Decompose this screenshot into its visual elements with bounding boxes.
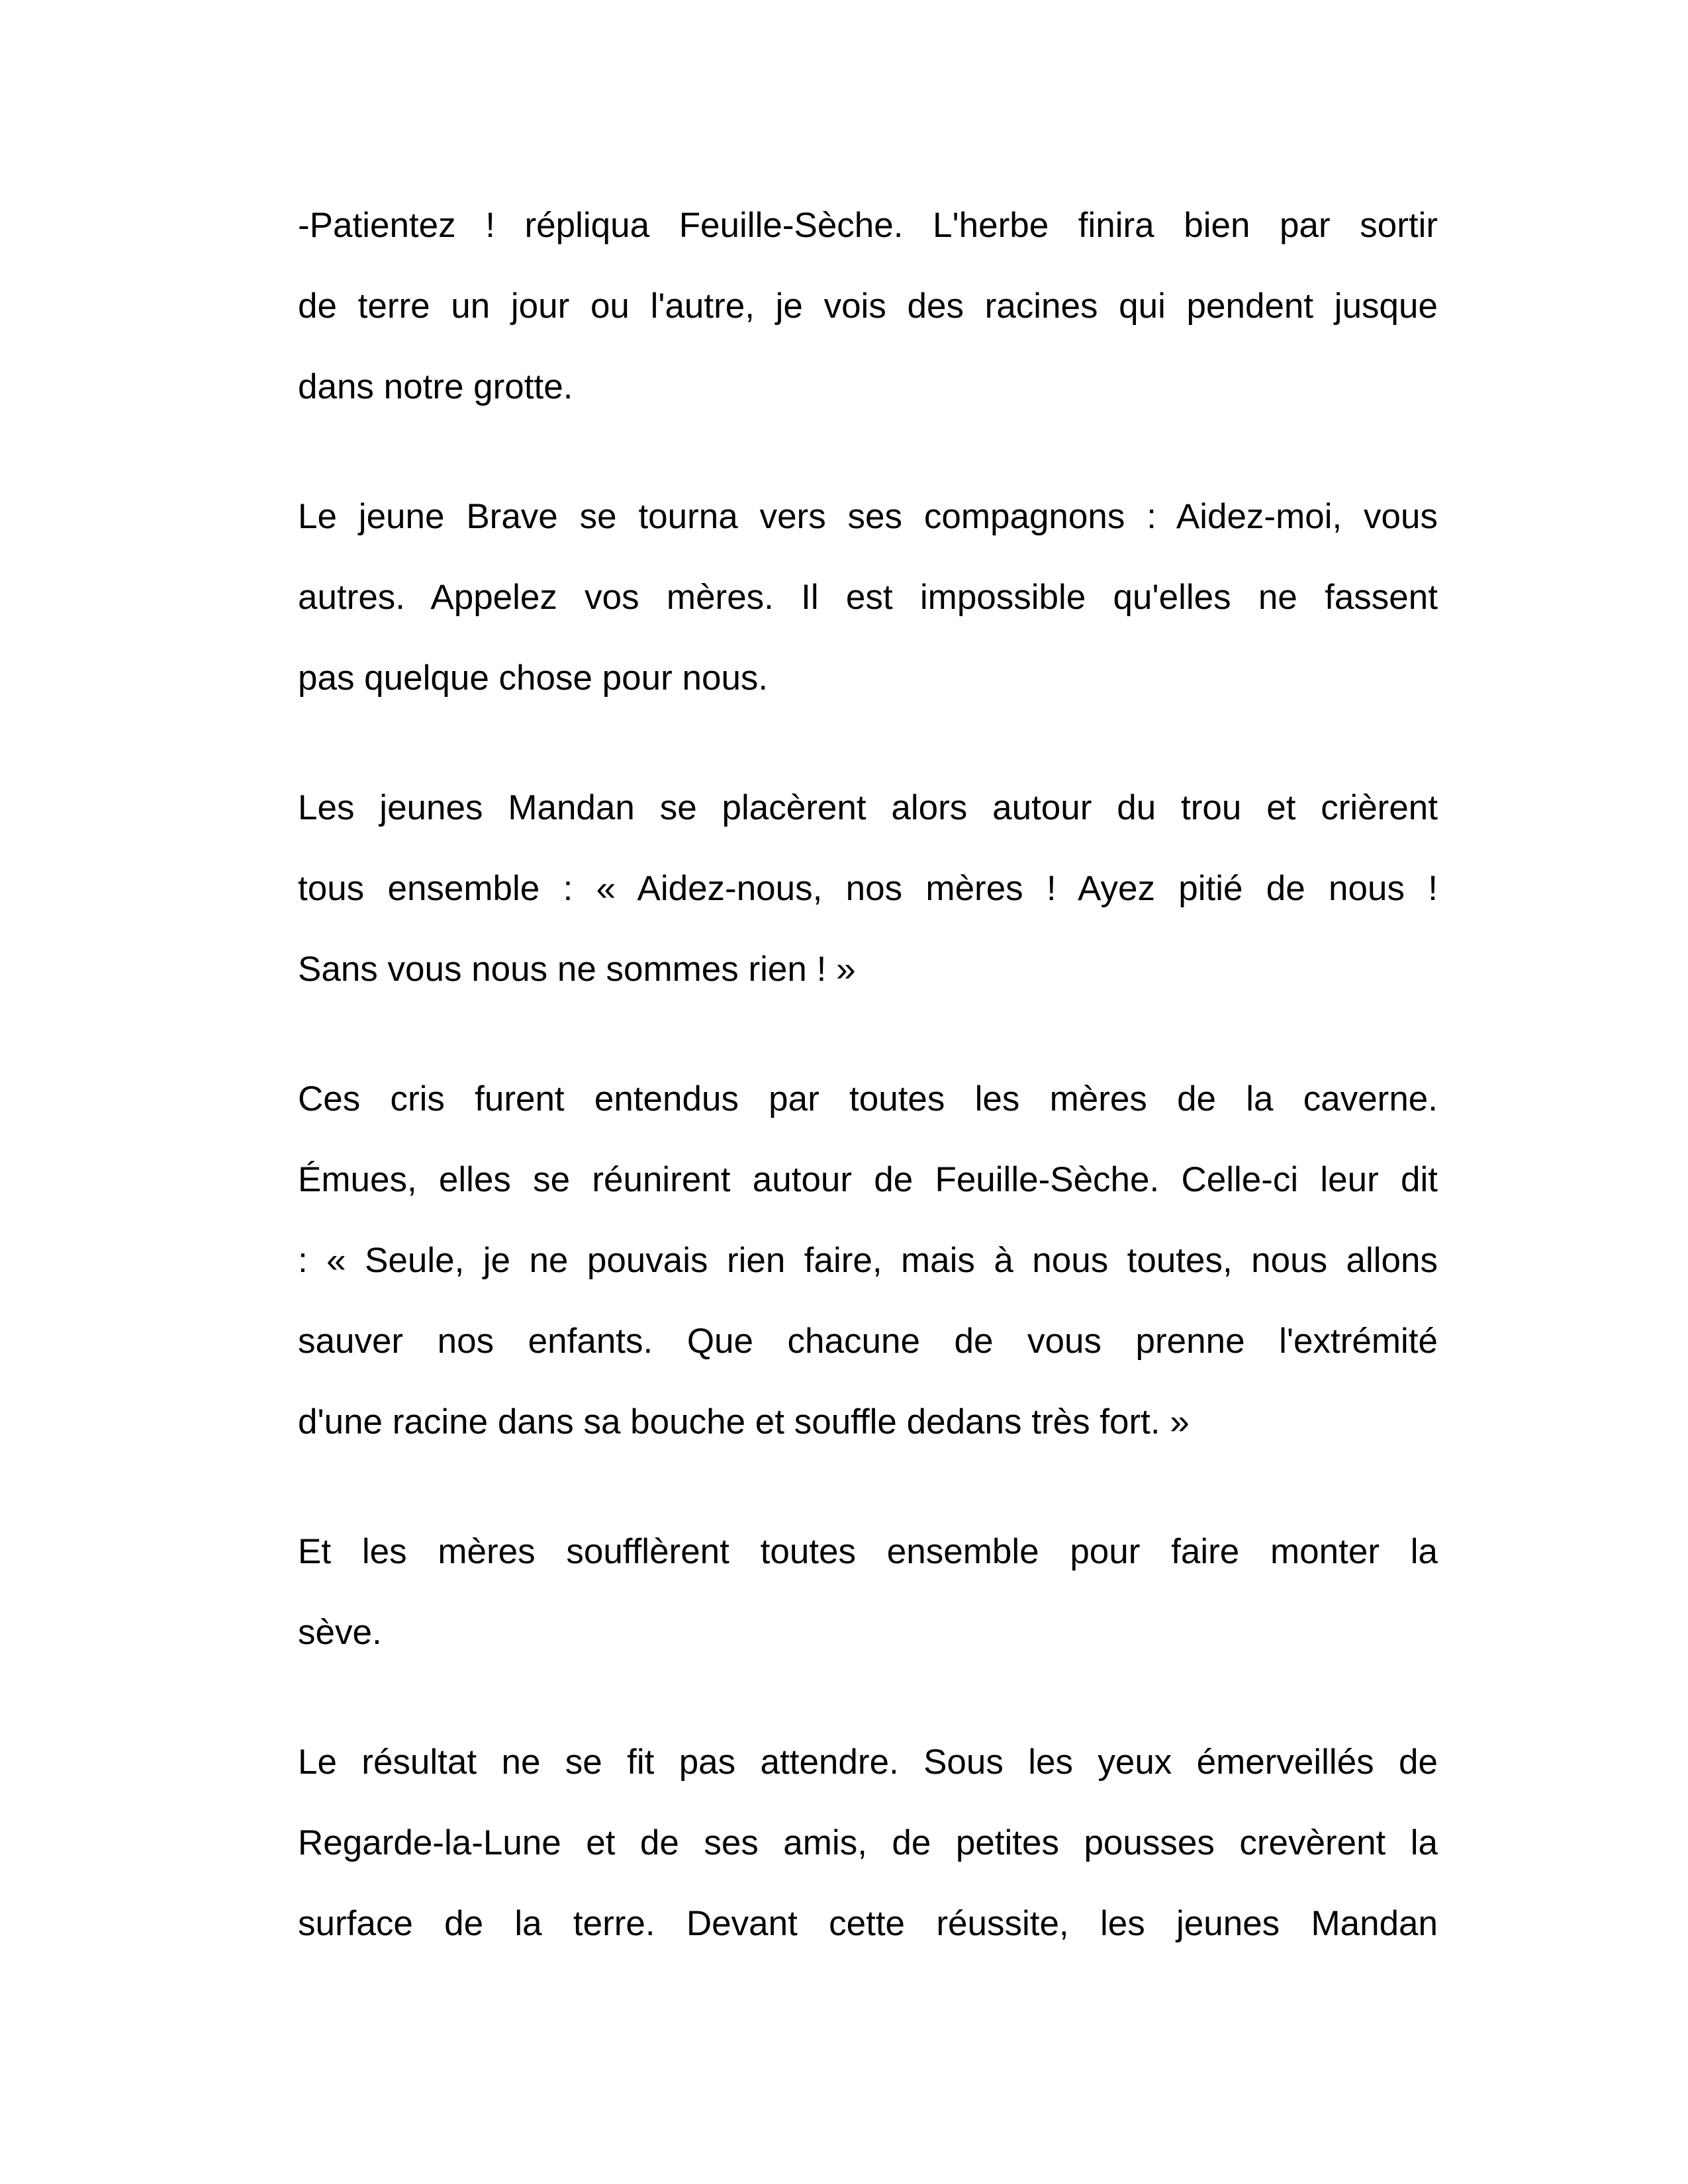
text-line: Le jeune Brave se tourna vers ses compagnons : Aidez-moi, vous <box>298 497 1438 536</box>
text-line: Regarde-la-Lune et de ses amis, de petites pousses crevèrent la <box>298 1823 1438 1862</box>
text-line: pas quelque chose pour nous. <box>298 659 769 698</box>
text-line: tous ensemble : « Aidez-nous, nos mères ! Ayez pitié de nous ! <box>298 869 1438 908</box>
paragraph <box>298 1722 1438 1964</box>
paragraph <box>298 1512 1438 1673</box>
text-line: autres. Appelez vos mères. Il est impossible qu'elles ne fassent <box>298 578 1438 617</box>
text-line: de terre un jour ou l'autre, je vois des racines qui pendent jusque <box>298 287 1438 326</box>
text-line: Émues, elles se réunirent autour de Feuille-Sèche. Celle-ci leur dit <box>298 1160 1438 1199</box>
text-line: sève. <box>298 1613 382 1652</box>
text-block <box>298 185 1438 1964</box>
text-line: sauver nos enfants. Que chacune de vous prenne l'extrémité <box>298 1322 1438 1361</box>
paragraph <box>298 185 1438 428</box>
text-line: Sans vous nous ne sommes rien ! » <box>298 950 856 989</box>
text-line: Les jeunes Mandan se placèrent alors autour du trou et crièrent <box>298 788 1438 827</box>
text-line: surface de la terre. Devant cette réussite, les jeunes Mandan <box>298 1904 1438 1943</box>
text-line: Et les mères soufflèrent toutes ensemble pour faire monter la <box>298 1532 1438 1571</box>
text-line: : « Seule, je ne pouvais rien faire, mais à nous toutes, nous allons <box>298 1241 1438 1280</box>
paragraph <box>298 1059 1438 1463</box>
text-line: dans notre grotte. <box>298 367 573 406</box>
paragraph <box>298 768 1438 1010</box>
text-line: Ces cris furent entendus par toutes les mères de la caverne. <box>298 1079 1438 1118</box>
text-line: d'une racine dans sa bouche et souffle dedans très fort. » <box>298 1402 1190 1441</box>
text-line: Le résultat ne se fit pas attendre. Sous les yeux émerveillés de <box>298 1743 1438 1782</box>
text-line: -Patientez ! répliqua Feuille-Sèche. L'herbe finira bien par sortir <box>298 206 1438 245</box>
paragraph <box>298 477 1438 719</box>
